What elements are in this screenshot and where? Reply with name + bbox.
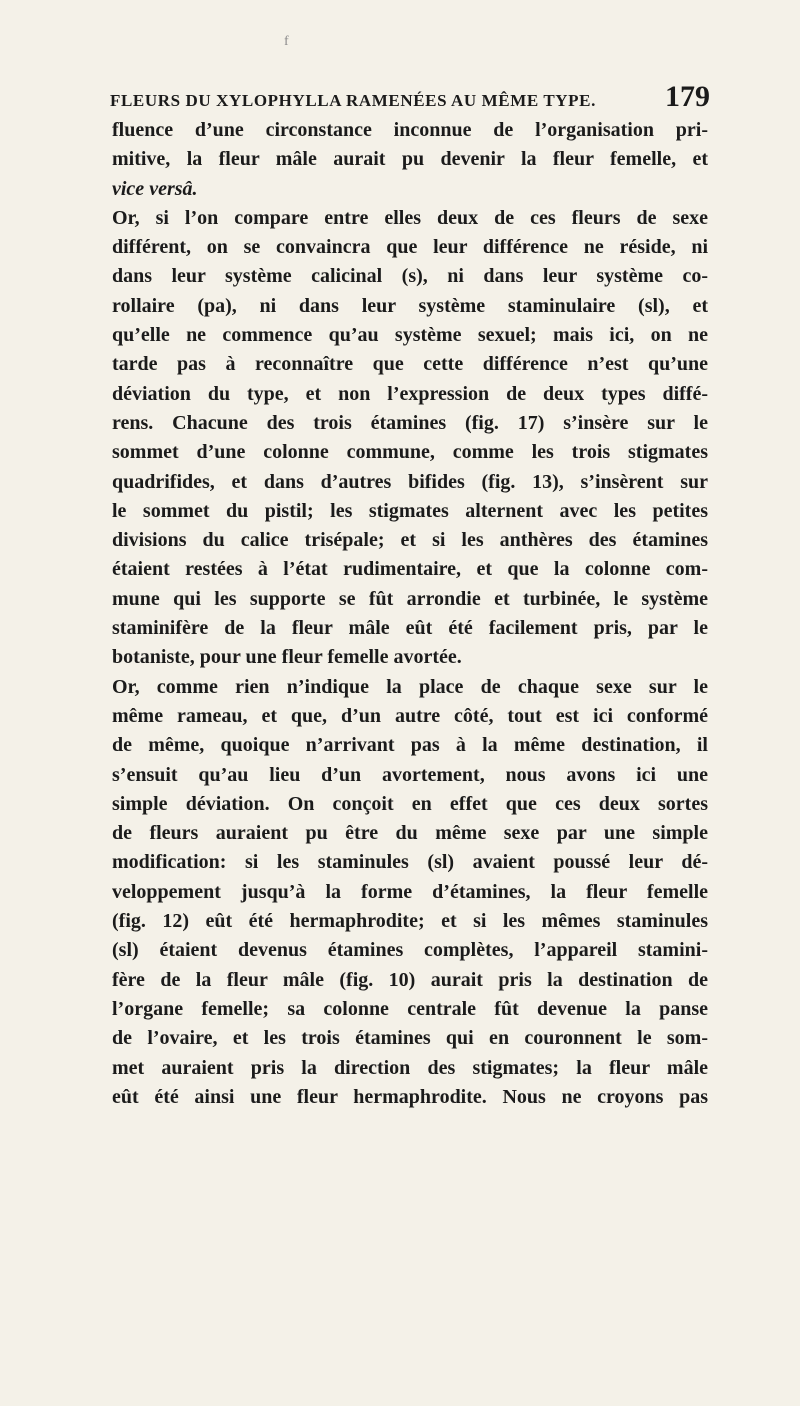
text-line: de même, quoique n’arrivant pas à la même destination, il	[112, 734, 708, 757]
text-line: staminifère de la fleur mâle eût été facilement pris, par le	[112, 617, 708, 640]
text-line: différent, on se convaincra que leur différence ne réside, ni	[112, 236, 708, 259]
text-line: modification: si les staminules (sl) avaient poussé leur dé-	[112, 851, 708, 874]
body-text	[112, 116, 708, 1112]
margin-mark: f	[284, 34, 289, 49]
text-line: sommet d’une colonne commune, comme les trois stigmates	[112, 441, 708, 464]
text-line: Or, si l’on compare entre elles deux de ces fleurs de sexe	[112, 206, 708, 229]
text-line: de fleurs auraient pu être du même sexe par une simple	[112, 822, 708, 845]
text-line: botaniste, pour une fleur femelle avortée.	[112, 646, 462, 669]
text-line: (fig. 12) eût été hermaphrodite; et si les mêmes staminules	[112, 910, 708, 933]
text-line: fluence d’une circonstance inconnue de l’organisation pri-	[112, 119, 708, 141]
text-line: dans leur système calicinal (s), ni dans leur système co-	[112, 265, 708, 288]
text-line: eût été ainsi une fleur hermaphrodite. Nous ne croyons pas	[112, 1085, 708, 1108]
text-line: l’organe femelle; sa colonne centrale fût devenue la panse	[112, 997, 708, 1020]
text-line: le sommet du pistil; les stigmates alternent avec les petites	[112, 499, 708, 522]
text-line: tarde pas à reconnaître que cette différence n’est qu’une	[112, 353, 708, 376]
text-line: rens. Chacune des trois étamines (fig. 17) s’insère sur le	[112, 411, 708, 434]
text-line: s’ensuit qu’au lieu d’un avortement, nous avons ici une	[112, 763, 708, 786]
text-line: veloppement jusqu’à la forme d’étamines, la fleur femelle	[112, 880, 708, 903]
text-line: vice versâ.	[112, 177, 198, 200]
text-line: de l’ovaire, et les trois étamines qui en couronnent le som-	[112, 1027, 708, 1050]
text-line: étaient restées à l’état rudimentaire, et que la colonne com-	[112, 558, 708, 581]
text-line: qu’elle ne commence qu’au système sexuel; mais ici, on ne	[112, 324, 708, 347]
text-line: met auraient pris la direction des stigmates; la fleur mâle	[112, 1056, 708, 1079]
text-line: mune qui les supporte se fût arrondie et turbinée, le système	[112, 587, 708, 610]
running-head: FLEURS DU XYLOPHYLLA RAMENÉES AU MÊME TYPE.	[110, 91, 596, 110]
text-line: rollaire (pa), ni dans leur système staminulaire (sl), et	[112, 294, 708, 317]
page-number: 179	[665, 80, 710, 113]
text-line: quadrifides, et dans d’autres bifides (fig. 13), s’insèrent sur	[112, 470, 708, 493]
text-line: (sl) étaient devenus étamines complètes, l’appareil stamini-	[112, 939, 708, 962]
text-line: mitive, la fleur mâle aurait pu devenir la fleur femelle, et	[112, 148, 708, 171]
text-line: déviation du type, et non l’expression de deux types diffé-	[112, 382, 708, 405]
text-line: fère de la fleur mâle (fig. 10) aurait pris la destination de	[112, 968, 708, 991]
page-header	[110, 80, 710, 112]
text-line: simple déviation. On conçoit en effet que ces deux sortes	[112, 792, 708, 815]
text-line: divisions du calice trisépale; et si les anthères des étamines	[112, 529, 708, 552]
text-line: même rameau, et que, d’un autre côté, tout est ici conformé	[112, 704, 708, 727]
text-line: Or, comme rien n’indique la place de chaque sexe sur le	[112, 675, 708, 698]
